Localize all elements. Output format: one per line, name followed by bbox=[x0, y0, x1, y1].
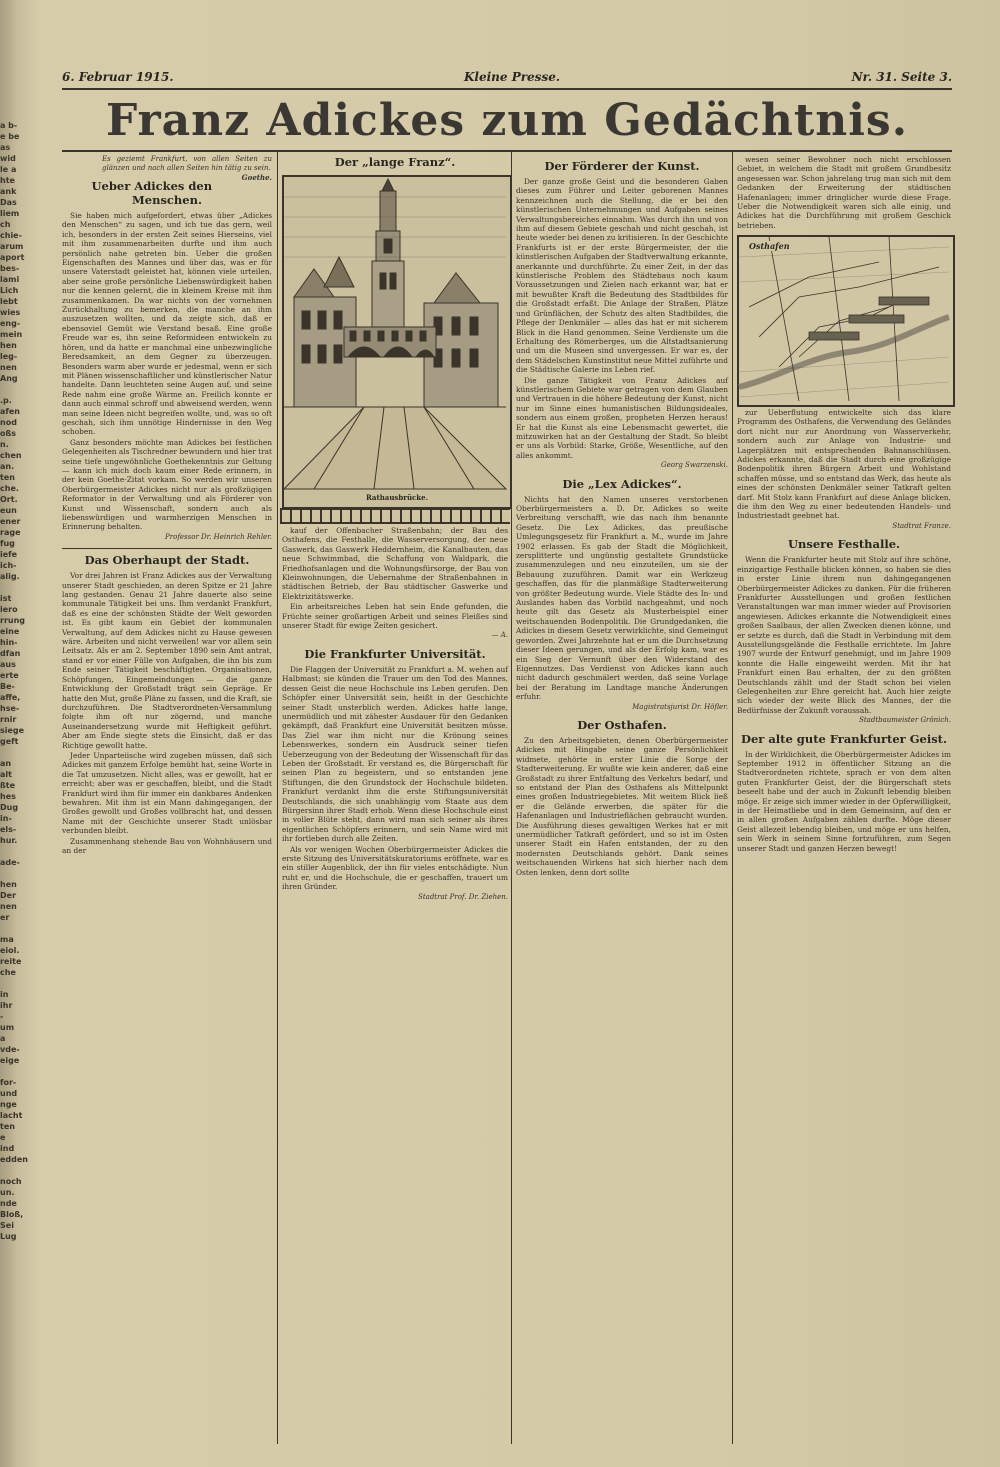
adjacent-page-fragment: n. bbox=[0, 440, 9, 449]
adjacent-page-fragment: nen bbox=[0, 902, 17, 911]
heading-festhalle: Unsere Festhalle. bbox=[787, 537, 901, 552]
article-paragraph: Die ganze Tätigkeit von Franz Adickes auf künstlerischem Gebiete war getragen von dem Glauben und Vertrauen in die höhere Bedeutung der Kunst, nicht nur im Sinne eines humanistischen Bildungsideales, sondern aus einem großen, propheten Herzen heraus! Er hat die Kunst als eine Lebensmacht gewertet, die mitzuwirken hat an der Gestaltung der Stadt. So bleibt er uns als Vorbild: Starke, Größe, Wesentliche, auf den alles ankommt. bbox=[516, 375, 728, 460]
adjacent-page-fragment: un. bbox=[0, 1188, 15, 1197]
article-signature: Professor Dr. Heinrich Rehler. bbox=[165, 532, 272, 541]
adjacent-page-fragment: alig. bbox=[0, 572, 20, 581]
adjacent-page-fragment: an bbox=[0, 759, 12, 768]
adjacent-page-fragment: che bbox=[0, 968, 16, 977]
adjacent-page-fragment: for- bbox=[0, 1078, 17, 1087]
motto-author: Goethe. bbox=[241, 173, 272, 182]
adjacent-page-fragment: wies bbox=[0, 308, 21, 317]
adjacent-page-fragment: liem bbox=[0, 209, 20, 218]
adjacent-page-fragment: oßs bbox=[0, 429, 17, 438]
adjacent-page-fragment: und bbox=[0, 1089, 18, 1098]
adjacent-page-fragment: vde- bbox=[0, 1045, 20, 1054]
article-paragraph: Der ganze große Geist und die besonderen Gaben dieses zum Führer und Leiter geborenen Mannes kennzeichnen auch die Stellung, die er bei den künstlerischen Unternehmungen und Aufgaben seines Verwaltungsbereiches einnahm. Was durch ihn und von ihm auf diesem Gebiete geschah und nicht geschah, ist heute wieder bei denen zu kritisieren. In der Geschichte Frankfurts ist er der erste Bürgermeister, der die künstlerischen Aufgaben der Stadtverwaltung erkannte, anerkannte und durchführte. Zu einer Zeit, in der das künstlerische Problem des Städtebaus noch kaum Voraussetzungen und Zielen nach erkannt war, hat er mit bewußter Kraft die Bedeutung des Stadtbildes für die Großstadt erfaßt. Die Anlage der Straßen, Plätze und Grünflächen, der Schutz des alten Stadtbildes, die Pflege der Denkmäler — alles das hat er mit sicherem Blick in die Hand genommen. Seine Verdienste um die Erhaltung des Römerberges, um die Altstadtsanierung und um die Museen sind unvergessen. Er war es, der dem Städelschen Kunstinstitut neue Mittel zuführte und die Städtische Galerie ins Leben rief. bbox=[516, 177, 729, 375]
adjacent-page-fragment: edden bbox=[0, 1155, 28, 1164]
adjacent-page-fragment: er bbox=[0, 913, 10, 922]
adjacent-page-fragment: ten bbox=[0, 473, 15, 482]
adjacent-page-fragment: dfan bbox=[0, 649, 21, 658]
adjacent-page-fragment: hte bbox=[0, 176, 15, 185]
adjacent-page-fragment: erte bbox=[0, 671, 19, 680]
adjacent-page-fragment: chie- bbox=[0, 231, 22, 240]
adjacent-page-fragment: hse- bbox=[0, 704, 20, 713]
adjacent-page-fragment: Lich bbox=[0, 286, 19, 295]
adjacent-page-fragment: Ang bbox=[0, 374, 18, 383]
adjacent-page-fragment: geft bbox=[0, 737, 19, 746]
page-title: Franz Adickes zum Gedächtnis. bbox=[105, 95, 909, 146]
adjacent-page-fragment: afen bbox=[0, 407, 20, 416]
article-paragraph: Sie haben mich aufgefordert, etwas über „Adickes den Menschen“ zu sagen, und ich tue das gern, weil ich, besonders in der ersten Zeit seines Hierseins, viel mit ihm zusammenarbeiten durfte und ihm auch persönlich nahe getreten bin. Ueber die großen Eigenschaften des Mannes und über das, was er für unsere Vaterstadt geleistet hat, können viele urteilen, aber seine große persönliche Liebenswürdigkeit haben nur die kennen gelernt, die in kleinem Kreise mit ihm zusammenkamen. Da war nichts von der vornehmen Zurückhaltung zu bemerken, die manche an ihm auszusetzen wollten, und da zeigte sich, daß er ebensoviel Gemüt wie Verstand besaß. Eine große Freude war es, ihn seine Reformideen entwickeln zu hören, und da hatte er manchmal eine unbezwingliche Beredsamkeit, an dem Gegner zu überzeugen. Besonders warm aber wurde er jedesmal, wenn er sich mit Plänen wissenschaftlicher und künstlerischer Natur handelte. Dann leuchteten seine Augen auf, und seine Rede nahm eine große Wärme an. Freilich konnte er dann auch einmal schroff und abweisend werden, wenn man seine Ideen nicht begreifen wollte, und, was so oft geschah, sich ihm unnötige Hindernisse in den Weg schoben. bbox=[62, 211, 272, 437]
adjacent-page-fragment bbox=[0, 1066, 34, 1077]
adjacent-page-fragment: Lug bbox=[0, 1232, 17, 1241]
adjacent-page-strip bbox=[0, 120, 34, 1241]
adjacent-page-fragment: e bbox=[0, 1133, 6, 1142]
ornamental-border bbox=[280, 508, 510, 524]
title-rule bbox=[62, 150, 952, 152]
adjacent-page-fragment: noch bbox=[0, 1177, 22, 1186]
header-page-number: Nr. 31. Seite 3. bbox=[851, 70, 952, 84]
adjacent-page-fragment: ank bbox=[0, 187, 17, 196]
adjacent-page-fragment: hen bbox=[0, 341, 17, 350]
column-rule-1 bbox=[277, 152, 278, 1444]
adjacent-page-fragment bbox=[0, 978, 34, 989]
adjacent-page-fragment: siege bbox=[0, 726, 25, 735]
adjacent-page-fragment: Der bbox=[0, 891, 17, 900]
adjacent-page-fragment: eine bbox=[0, 627, 20, 636]
adjacent-page-fragment: Be- bbox=[0, 682, 15, 691]
article-paragraph: zur Ueberflutung entwickelte sich das klare Programm des Osthafens, die Verwendung des Geländes dort nicht nur zur Anordnung von Wasserverkehr, sondern auch zur Anlage von Industrie- und Lagerplätzen mit entsprechenden Bahnanschlüssen. Adickes erkannte, daß die Stadt durch eine großzügige Bodenpolitik ihren Bürgern Arbeit und Wohlstand schaffen müsse, und so entstand das Werk, das heute als eines der schönsten Denkmäler seiner Tatkraft gelten darf. Mit Stolz kann Frankfurt auf diese Anlage blicken, die ihm den Weg zu einer bedeutenden Handels- und Industriestadt geebnet hat. bbox=[737, 408, 951, 521]
adjacent-page-fragment bbox=[0, 846, 34, 857]
article-paragraph: Die Flaggen der Universität zu Frankfurt a. M. wehen auf Halbmast; sie künden die Trauer um den Tod des Mannes, dessen Geist die neue Hochschule ins Leben gerufen. Den Schöpfer einer Universität sein, heißt in der Geschichte seiner Stadt unsterblich werden. Adickes hatte lange, unermüdlich und mit zähester Ausdauer für den Gedanken gekämpft, daß Frankfurt eine Universität besitzen müsse. Das Ziel war ihm nicht nur die Krönung seines Lebenswerkes, sondern ein Ausdruck seiner tiefen Ueberzeugung von der Bedeutung der Wissenschaft für das Leben der Großstadt. Er verstand es, die Bürgerschaft für seinen Plan zu begeistern, und so entstanden jene Stiftungen, die den Grundstock der Hochschule bildeten. Frankfurt verdankt ihm die erste Stiftungsuniversität Deutschlands, die sich unabhängig vom Staate aus dem Bürgersinn ihrer Stadt erhob. Wenn diese Hochschule einst in voller Blüte steht, dann wird man sich seiner als ihres eigentlichen Schöpfers erinnern, und sein Name wird mit ihr fortleben durch alle Zeiten. bbox=[282, 664, 508, 844]
heading-art-promoter: Der Förderer der Kunst. bbox=[544, 159, 700, 173]
adjacent-page-fragment: rrung bbox=[0, 616, 26, 625]
adjacent-page-fragment: ich- bbox=[0, 561, 17, 570]
adjacent-page-fragment: aport bbox=[0, 253, 25, 262]
adjacent-page-fragment: nge bbox=[0, 1100, 17, 1109]
adjacent-page-fragment: ener bbox=[0, 517, 21, 526]
article-paragraph: Jeder Unparteiische wird zugeben müssen, daß sich Adickes mit ganzem Erfolge bemüht hat, seine Worte in die Tat umzusetzen. Nicht alles, was er gewollt, hat er erreicht; aber was er geschaffen, bleibt, und die Stadt Frankfurt wird ihm für immer ein dankbares Andenken bewahren. Mit ihm ist ein Mann dahingegangen, der Großes gewollt und Großes vollbracht hat, und dessen Name mit der Geschichte unserer Stadt unlösbar verbunden bleibt. bbox=[62, 750, 272, 836]
adjacent-page-fragment: ihr bbox=[0, 1001, 13, 1010]
adjacent-page-fragment: eige bbox=[0, 1056, 20, 1065]
adjacent-page-fragment: aus bbox=[0, 660, 16, 669]
column-3 bbox=[516, 155, 728, 1443]
adjacent-page-fragment: an. bbox=[0, 462, 15, 471]
adjacent-page-fragment: um bbox=[0, 1023, 15, 1032]
adjacent-page-fragment: Sei bbox=[0, 1221, 14, 1230]
adjacent-page-fragment: - bbox=[0, 1012, 4, 1021]
adjacent-page-fragment bbox=[0, 923, 34, 934]
adjacent-page-fragment bbox=[0, 868, 34, 879]
adjacent-page-fragment: ade- bbox=[0, 858, 20, 867]
adjacent-page-fragment: as bbox=[0, 143, 11, 152]
harbor-map-drawing bbox=[739, 237, 949, 401]
page-header bbox=[62, 70, 952, 90]
article-paragraph: Zusammenhang stehende Bau von Wohnhäusern und an der bbox=[62, 836, 272, 855]
article-paragraph: Zu den Arbeitsgebieten, denen Oberbürgermeister Adickes mit Hingabe seine ganze Persönlichkeit widmete, gehörte in erster Linie die Sorge der Stadterweiterung. Er wußte wie kein anderer, daß eine Großstadt zu ihrer Entfaltung des Verkehrs bedarf, und so entstand der Plan des Osthafens als Mittelpunkt eines großen Industriegebietes. Mit weitem Blick ließ er die Gelände erwerben, die später für die Hafenanlagen und Industrieflächen gebraucht wurden. Die Ausführung dieses gewaltigen Werkes hat er mit unermüdlicher Tatkraft gefördert, und so ist im Osten unserer Stadt ein Hafen entstanden, der zu den modernsten Deutschlands gehört. Dank seines weitschauenden Wirkens hat sich hierher nach dem Osten lenken, denn dort sollte bbox=[516, 735, 728, 877]
adjacent-page-fragment bbox=[0, 747, 34, 758]
adjacent-page-fragment: iero bbox=[0, 605, 18, 614]
column-1 bbox=[62, 155, 272, 1443]
article-paragraph: Wenn die Frankfurter heute mit Stolz auf ihre schöne, einzigartige Festhalle blicken können, so haben sie dies in erster Linie ihrem nun dahingegangenen Oberbürgermeister Adickes zu danken. Für die früheren Frankfurter Ausstellungen und großen festlichen Veranstaltungen war man immer wieder auf Provisorien angewiesen. Adickes erkannte die Notwendigkeit eines großen Saalbaus, der allen Zwecken dienen könne, und er setzte es durch, daß die Stadt in Verbindung mit dem Ausstellungsgelände die Festhalle errichtete. Im Jahre 1907 wurde der Entwurf genehmigt, und im Jahre 1909 konnte die Halle eingeweiht werden. Mit ihr hat Frankfurt einen Bau erhalten, der zu den größten Deutschlands zählt und der Stadt schon bei vielen Gelegenheiten zur Ehre gereicht hat. Auch hier zeigte sich wieder der weite Blick des Mannes, der die Bedürfnisse der Zukunft voraussah. bbox=[737, 555, 951, 715]
adjacent-page-fragment bbox=[0, 1165, 34, 1176]
adjacent-page-fragment: eng- bbox=[0, 319, 21, 328]
adjacent-page-fragment: Das bbox=[0, 198, 17, 207]
heading-city-head: Das Oberhaupt der Stadt. bbox=[84, 553, 250, 568]
motto-text: Es geziemt Frankfurt, von allen Seiten zu glänzen und nach allen Seiten hin tätig zu sein. bbox=[102, 155, 272, 172]
adjacent-page-fragment: iefe bbox=[0, 550, 18, 559]
heading-adickes-man: Ueber Adickes den Menschen. bbox=[91, 179, 213, 207]
map-label: Osthafen bbox=[749, 241, 790, 251]
article-paragraph: In der Wirklichkeit, die Oberbürgermeister Adickes im September 1912 in öffentlicher Sitzung an die Stadtverordneten richtete, sprach er von dem alten guten Frankfurter Geist, der die Bürgerschaft stets beseelt habe und der auch in Zukunft lebendig bleiben möge. Er zeige sich immer wieder in der Opferwilligkeit, in der Heimatliebe und in dem Gemeinsinn, auf den er in allen großen Aufgaben zählen durfte. Möge dieser Geist allezeit lebendig bleiben, und möge er uns helfen, sein Werk in seinem Sinne fortzuführen, zum Segen unserer Stadt und ganzen Herzen bewegt! bbox=[737, 749, 951, 853]
adjacent-page-fragment: ma bbox=[0, 935, 14, 944]
article-paragraph: Ein arbeitsreiches Leben hat sein Ende gefunden, die Früchte seiner großartigen Arbeit und seines Fleißes sind unserer Stadt für ewige Zeiten gesichert. bbox=[282, 602, 508, 631]
article-paragraph: Vor drei Jahren ist Franz Adickes aus der Verwaltung unserer Stadt geschieden, an deren Spitze er 21 Jahre lang gestanden. Genau 21 Jahre dauerte also seine kommunale Tätigkeit bei uns. Ihm verdankt Frankfurt, daß es eine der schönsten Städte der Welt geworden ist. Es gibt kaum ein Gebiet der kommunalen Verwaltung, auf dem Adickes nicht zu Hause gewesen wäre. Arbeiten und nicht verweilen! war vor allem sein Leitsatz. Als er am 2. September 1890 sein Amt antrat, stand er vor einer Fülle von Aufgaben, die ihn bis zum Ende seiner Tätigkeit beschäftigten. Organisationen, Schöpfungen, Eingemeindungen — die ganze Entwicklung der Großstadt trägt sein Gepräge. Er hatte den Mut, große Pläne zu fassen, und die Kraft, sie durchzuführen. Die Stadtverordneten-Versammlung folgte ihm oft nur zögernd, und manche Auseinandersetzung wurde mit Heftigkeit geführt. Aber am Ende siegte stets die Einsicht, daß er das Richtige gewollt hatte. bbox=[62, 571, 273, 750]
adjacent-page-fragment: lami bbox=[0, 275, 20, 284]
adjacent-page-fragment: arum bbox=[0, 242, 24, 251]
adjacent-page-fragment: fug bbox=[0, 539, 15, 548]
adjacent-page-fragment: nod bbox=[0, 418, 17, 427]
heading-lex-adickes: Die „Lex Adickes“. bbox=[562, 476, 682, 491]
heading-university: Die Frankfurter Universität. bbox=[304, 646, 486, 661]
adjacent-page-fragment: lebt bbox=[0, 297, 18, 306]
adjacent-page-fragment: Bloß, bbox=[0, 1210, 24, 1219]
adjacent-page-fragment: hes bbox=[0, 792, 16, 801]
adjacent-page-fragment: lacht bbox=[0, 1111, 23, 1120]
adjacent-page-fragment bbox=[0, 582, 34, 593]
adjacent-page-fragment: ten bbox=[0, 1122, 15, 1131]
heading-lange-franz: Der „lange Franz“. bbox=[334, 155, 456, 169]
article-paragraph: kauf der Offenbacher Straßenbahn; der Bau des Osthafens, die Festhalle, die Wasserversorgung, der neue Gaswerk, das Gaswerk Heddernheim, die Kanalbauten, das neue Schwimmbad, die Schaffung von Waldpark, die Friedhofsanlagen und die Wohnungsfürsorge, der Bau von Kleinwohnungen, die Uebernahme der Straßenbahnen in städtischen Betrieb, der Bau städtischer Gaswerke und Elektrizitätswerke. bbox=[282, 526, 508, 601]
adjacent-page-fragment: in bbox=[0, 990, 9, 999]
adjacent-page-fragment: hur. bbox=[0, 836, 18, 845]
adjacent-page-fragment: ch bbox=[0, 220, 11, 229]
adjacent-page-fragment: chen bbox=[0, 451, 22, 460]
adjacent-page-fragment: rage bbox=[0, 528, 21, 537]
adjacent-page-fragment: ßte bbox=[0, 781, 16, 790]
rathaus-drawing bbox=[284, 177, 506, 489]
column-2-heading-box bbox=[282, 155, 508, 175]
adjacent-page-fragment: alt bbox=[0, 770, 12, 779]
adjacent-page-fragment: rnir bbox=[0, 715, 17, 724]
header-paper-name: Kleine Presse. bbox=[463, 70, 561, 84]
article-paragraph: Ganz besonders möchte man Adickes bei festlichen Gelegenheiten als Tischredner bewundern und hier trat seine tiefe ungewöhnliche Goethekenntnis zur Geltung — kann ich mich doch kaum einer Rede erinnern, in der kein Goethe-Zitat vorkam. So werden wir unseren Oberbürgermeister Adickes nicht nur als großzügigen Reformator in der Verwaltung und als Förderer von Kunst und Wissenschaft, sondern auch als liebenswürdigen und warmherzigen Menschen in Erinnerung behalten. bbox=[62, 437, 272, 532]
column-4-top bbox=[737, 155, 951, 233]
adjacent-page-fragment: .p. bbox=[0, 396, 12, 405]
rathaus-illustration bbox=[282, 175, 512, 509]
adjacent-page-fragment: e be bbox=[0, 132, 20, 141]
adjacent-page-fragment: hin- bbox=[0, 638, 18, 647]
column-4 bbox=[737, 408, 951, 1443]
adjacent-page-fragment: eiol. bbox=[0, 946, 20, 955]
heading-osthafen: Der Osthafen. bbox=[577, 717, 667, 732]
adjacent-page-fragment: wid bbox=[0, 154, 16, 163]
adjacent-page-fragment: leg- bbox=[0, 352, 18, 361]
adjacent-page-fragment: ind bbox=[0, 1144, 15, 1153]
adjacent-page-fragment: Ort. bbox=[0, 495, 18, 504]
column-rule-3 bbox=[732, 152, 733, 1444]
adjacent-page-fragment: nen bbox=[0, 363, 17, 372]
goethe-motto bbox=[102, 155, 272, 182]
section-rule bbox=[62, 548, 272, 549]
adjacent-page-fragment: eun bbox=[0, 506, 17, 515]
adjacent-page-fragment: bes- bbox=[0, 264, 20, 273]
article-signature: Georg Swarzenski. bbox=[661, 461, 728, 470]
article-paragraph: Als vor wenigen Wochen Oberbürgermeister Adickes die erste Sitzung des Universitätskuratoriums eröffnete, war es ein stiller Augenblick, der ihn für vieles entschädigte. Nun ruht er, und die Hochschule, die er geschaffen, trauert um ihren Gründer. bbox=[282, 844, 508, 892]
adjacent-page-fragment: els- bbox=[0, 825, 17, 834]
adjacent-page-fragment: che. bbox=[0, 484, 19, 493]
adjacent-page-fragment bbox=[0, 384, 34, 395]
article-paragraph: wesen seiner Bewohner noch nicht erschlossen Gebiet, in welchem die Stadt mit großem Grundbesitz angesessen war. Schon jahrelang trug man sich mit dem Gedanken der Erweiterung der städtischen Hafenanlagen; immer dringlicher wurde diese Frage. Ueber die Notwendigkeit waren sich alle einig, und Adickes hat die Durchführung mit großem Geschick betrieben. bbox=[737, 155, 951, 230]
adjacent-page-fragment: affe, bbox=[0, 693, 21, 702]
adjacent-page-fragment: ist bbox=[0, 594, 12, 603]
adjacent-page-fragment: nde bbox=[0, 1199, 17, 1208]
article-signature: Stadtrat Franze. bbox=[892, 521, 951, 530]
adjacent-page-fragment: a b- bbox=[0, 121, 18, 130]
article-signature: — A. bbox=[491, 631, 508, 640]
article-signature: Magistratsjurist Dr. Höfler. bbox=[632, 702, 728, 711]
header-date: 6. Februar 1915. bbox=[62, 70, 174, 84]
adjacent-page-fragment: a bbox=[0, 1034, 6, 1043]
osthafen-map bbox=[737, 235, 955, 407]
heading-frankfurt-spirit: Der alte gute Frankfurter Geist. bbox=[741, 731, 947, 746]
adjacent-page-fragment: mein bbox=[0, 330, 23, 339]
adjacent-page-fragment: reite bbox=[0, 957, 22, 966]
adjacent-page-fragment: in- bbox=[0, 814, 12, 823]
article-paragraph: Nichts hat den Namen unseres verstorbenen Oberbürgermeisters a. D. Dr. Adickes so weite Verbreitung verschafft, wie das nach ihm benannte Gesetz. Die Lex Adickes, das preußische Umlegungsgesetz für Frankfurt a. M., wurde im Jahre 1902 erlassen. Es gab der Stadt die Möglichkeit, zersplitterte und ungünstig gestaltete Grundstücke zusammenzulegen und neu einzuteilen, um sie der Bebauung zuzuführen. Damit war ein Werkzeug geschaffen, das für die planmäßige Stadterweiterung von größter Bedeutung wurde. Viele Städte des In- und Auslandes haben das Vorbild nachgeahmt, und noch heute gilt das Gesetz als Musterbeispiel einer weitschauenden Bodenpolitik. Die Grundgedanken, die Adickes in diesem Gesetz verwirklichte, sind Gemeingut geworden. Zwei Jahrzehnte hat er um die Durchsetzung dieser Ideen gerungen, und als der Erfolg kam, war es ein Sieg der Vernunft über den Widerstand des Eigennutzes. Das Verdienst von Adickes kann auch nicht dadurch geschmälert werden, daß seine Vorlage bei der Beratung im Landtage manche Änderungen erfuhr. bbox=[516, 494, 728, 702]
adjacent-page-fragment: le a bbox=[0, 165, 17, 174]
illustration-caption: Rathausbrücke. bbox=[365, 493, 429, 502]
article-signature: Stadtrat Prof. Dr. Ziehen. bbox=[418, 892, 508, 901]
adjacent-page-fragment: hen bbox=[0, 880, 17, 889]
adjacent-page-fragment: Dug bbox=[0, 803, 19, 812]
column-2 bbox=[282, 526, 508, 1443]
article-signature: Stadtbaumeister Grönich. bbox=[859, 716, 951, 725]
